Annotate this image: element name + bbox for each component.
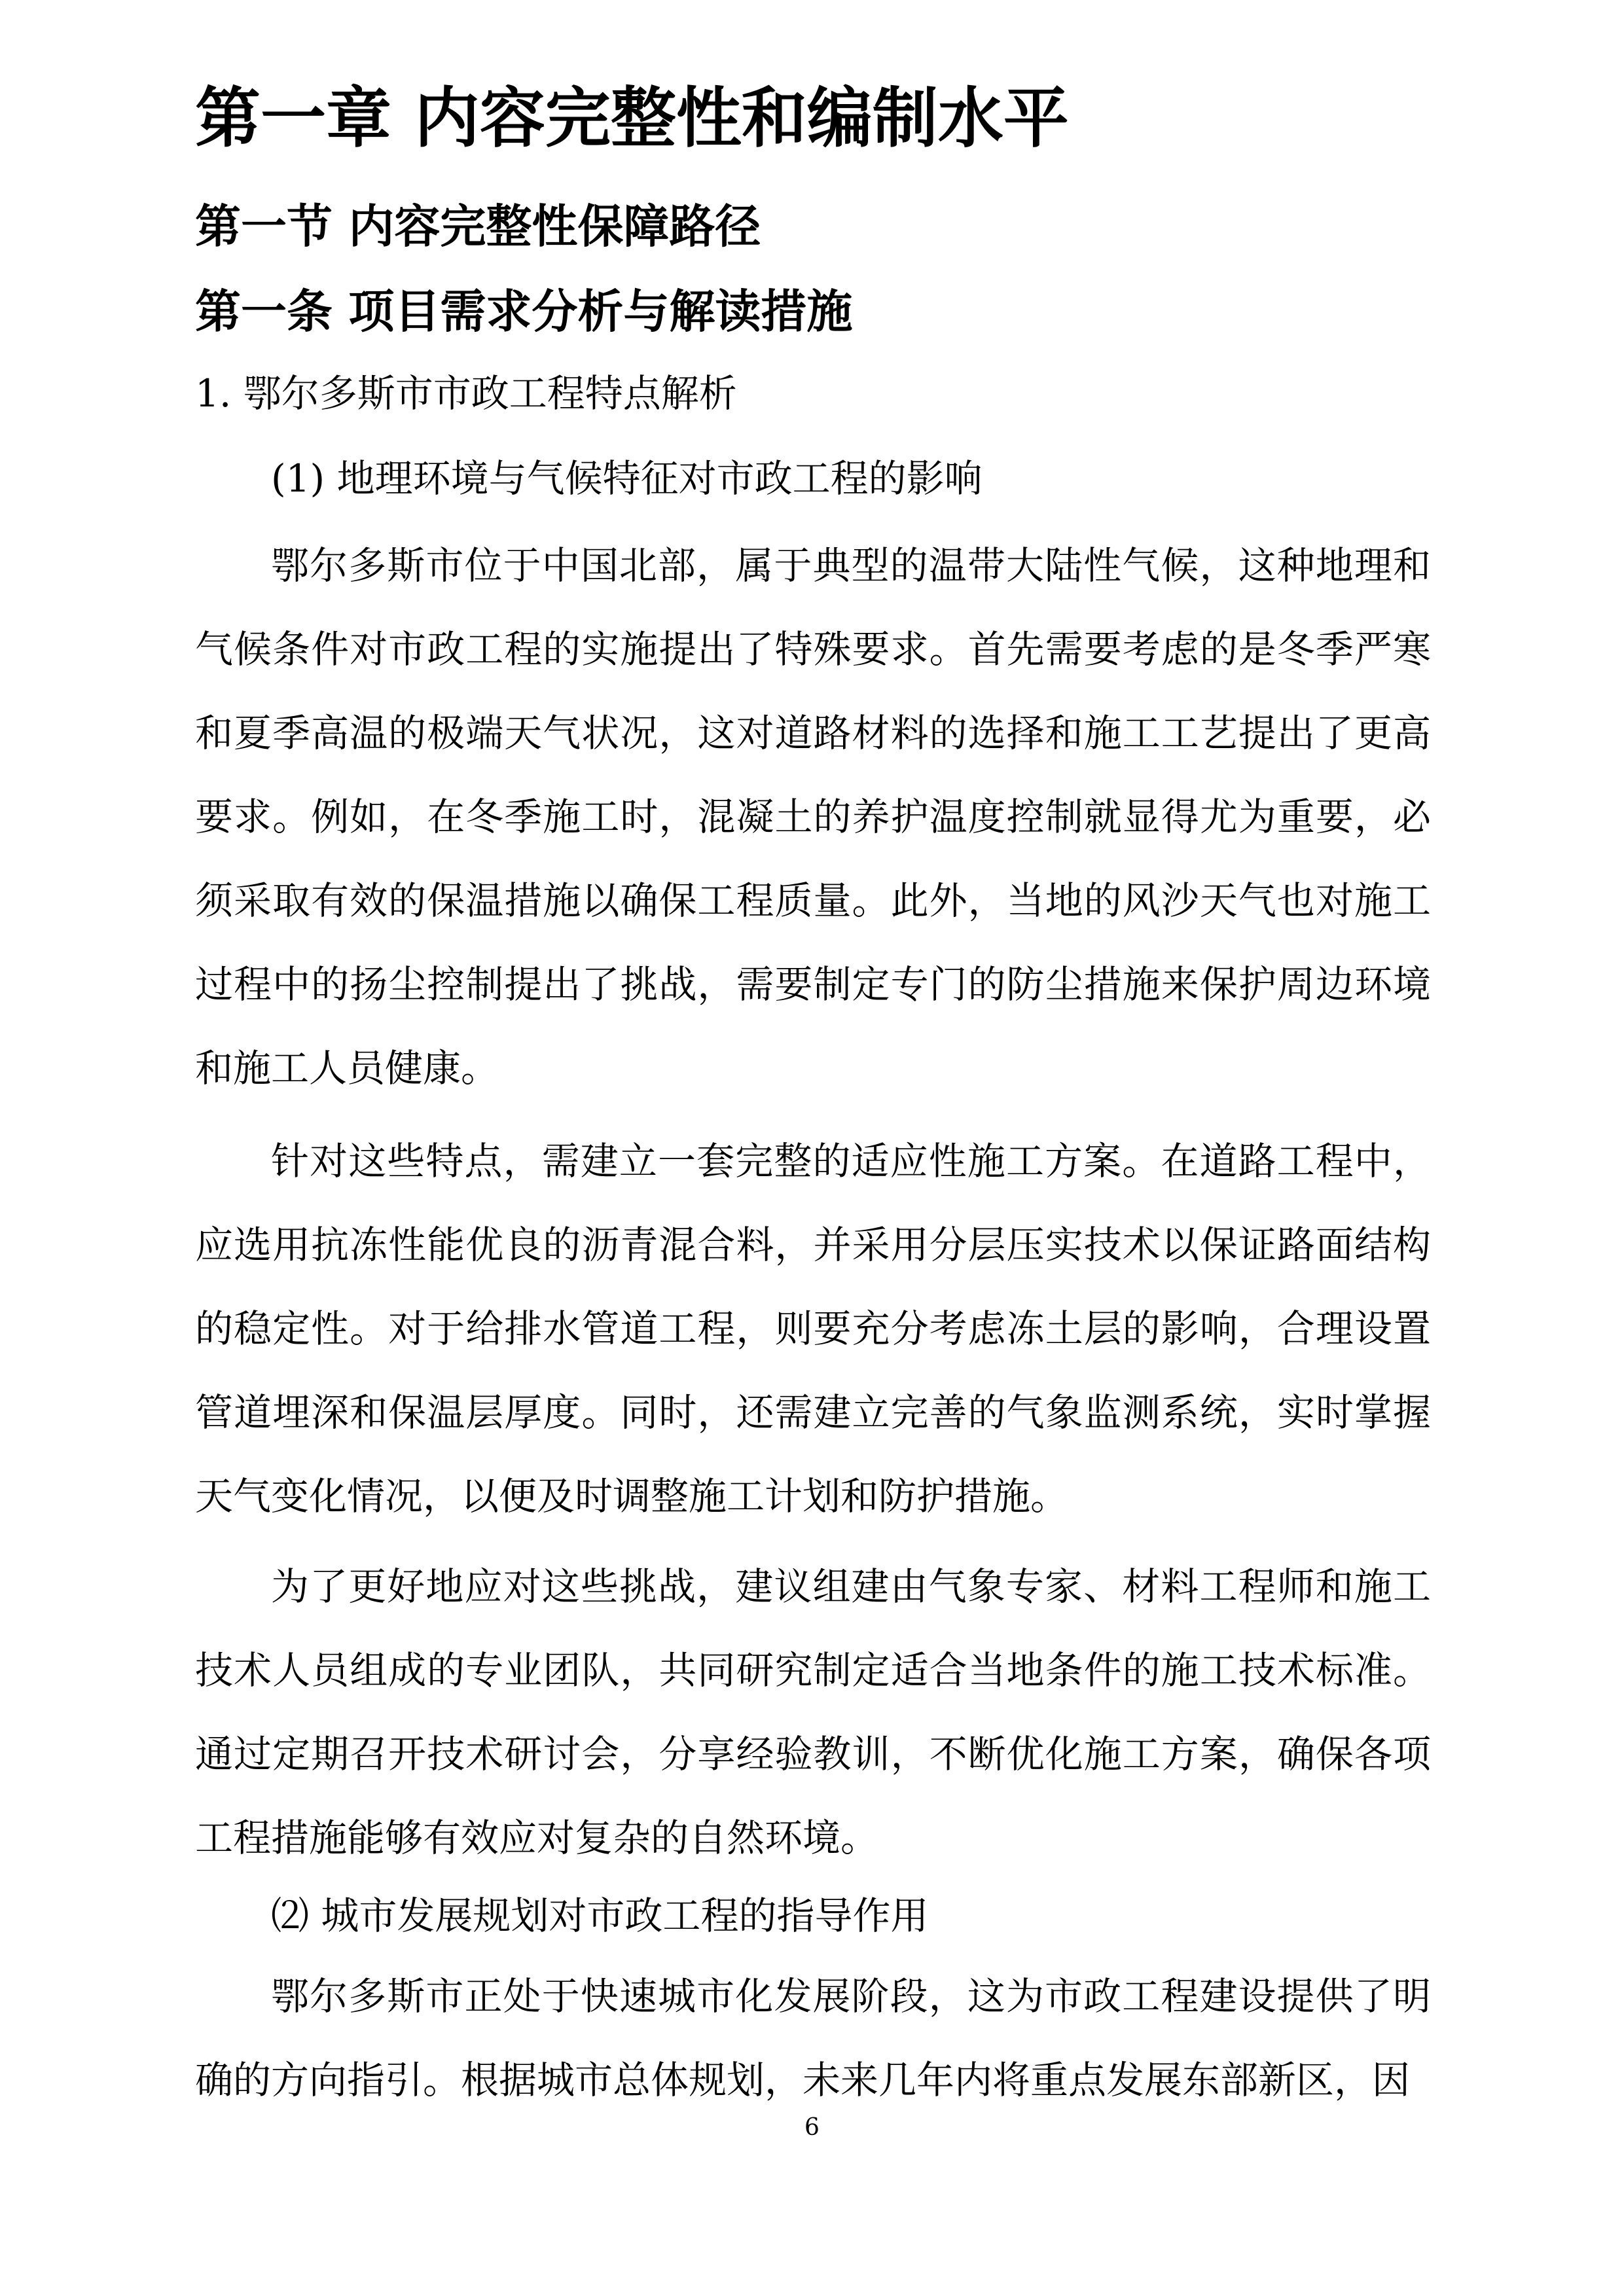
page-number: 6 <box>804 2114 820 2141</box>
paragraph-climate-conditions: 鄂尔多斯市位于中国北部，属于典型的温带大陆性气候，这种地理和气候条件对市政工程的实施提出了特殊要求。首先需要考虑的是冬季严寒和夏季高温的极端天气状况，这对道路材料的选择和施工工艺提出了更高要求。例如，在冬季施工时，混凝土的养护温度控制就显得尤为重要，必须采取有效的保温措施以确保工程质量。此外，当地的风沙天气也对施工过程中的扬尘控制提出了挑战，需要制定专门的防尘措施来保护周边环境和施工人员健康。 <box>195 543 1431 1090</box>
numbered-heading: 1. 鄂尔多斯市市政工程特点解析 <box>195 371 737 416</box>
paragraph-expert-team: 为了更好地应对这些挑战，建议组建由气象专家、材料工程师和施工技术人员组成的专业团队，共同研究制定适合当地条件的施工技术标准。通过定期召开技术研讨会，分享经验教训，不断优化施工方案，确保各项工程措施能够有效应对复杂的自然环境。 <box>195 1564 1431 1860</box>
section-title: 第一节 内容完整性保障路径 <box>195 199 761 253</box>
subheading-climate: (1) 地理环境与气候特征对市政工程的影响 <box>271 456 983 501</box>
chapter-title: 第一章 内容完整性和编制水平 <box>195 79 1069 156</box>
article-title: 第一条 项目需求分析与解读措施 <box>195 284 853 338</box>
paragraph-urban-development: 鄂尔多斯市正处于快速城市化发展阶段，这为市政工程建设提供了明确的方向指引。根据城市总体规划，未来几年内将重点发展东部新区，因 <box>195 1974 1431 2102</box>
paragraph-adaptive-construction: 针对这些特点，需建立一套完整的适应性施工方案。在道路工程中，应选用抗冻性能优良的沥青混合料，并采用分层压实技术以保证路面结构的稳定性。对于给排水管道工程，则要充分考虑冻土层的影响，合理设置管道埋深和保温层厚度。同时，还需建立完善的气象监测系统，实时掌握天气变化情况，以便及时调整施工计划和防护措施。 <box>195 1139 1431 1518</box>
subheading-urban-planning: ⑵ 城市发展规划对市政工程的指导作用 <box>271 1893 929 1938</box>
